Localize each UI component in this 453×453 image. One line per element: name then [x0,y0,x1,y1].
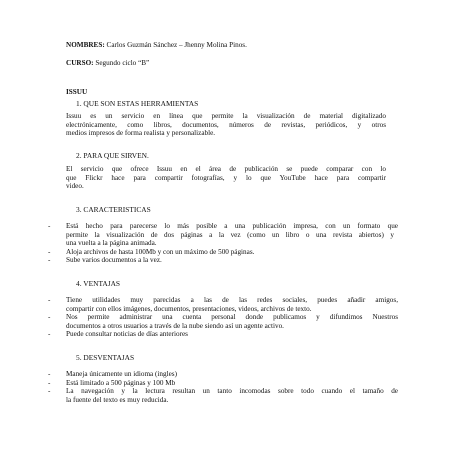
bullet-dash: - [48,296,51,304]
section-3-bullet-2: Aloja archivos de hasta 100Mb y con un máximo de 500 páginas. [66,247,255,256]
section-1-line-1: Issuu es un servicio en línea que permite la visualización de material digitalizado [66,112,386,120]
section-1-line-2: electrónicamente, como libros, documentos, números de revistas, periódicos, y otros [66,120,386,129]
curso-line [66,59,149,68]
section-3-bullet-1-line-1: Está hecho para parecerse lo más posible a una publicación impresa, con un formato que [66,222,398,230]
section-2-line-2: que Flickr hace para compartir fotografías, y lo que YouTube hace para compartir [66,173,386,182]
section-heading-3: 3. CARACTERISTICAS [76,205,151,214]
section-2-line-1: El servicio que ofrece Issuu en el área de publicación se puede comparar con lo [66,165,386,173]
nombres-label: NOMBRES: [66,41,105,49]
bullet-dash: - [48,222,51,230]
curso-label: CURSO: [66,59,94,67]
section-heading-4: 4. VENTAJAS [76,279,121,288]
doc-title: ISSUU [66,88,88,96]
section-4-bullet-1-line-2: compartir con ellos imágenes, documentos, presentaciones, videos, archivos de texto. [66,304,312,313]
section-3-bullet-1-line-3: una vuelta a la página animada. [66,239,157,248]
section-4-bullet-1-line-1: Tiene utilidades muy parecidas a las de las redes sociales, puedes añadir amigos, [66,296,398,304]
nombres-value: Carlos Guzmán Sánchez – Jhenny Molina Pinos. [104,41,247,49]
section-4-bullet-3: Puede consultar noticias de días anteriores [66,330,188,339]
bullet-dash: - [48,378,51,387]
nombres-line [66,41,247,50]
section-5-bullet-1: Maneja únicamente un idioma (ingles) [66,370,177,378]
section-4-bullet-2-line-2: documentos a otros usuarios a través de la nube siendo así un agente activo. [66,321,284,330]
bullet-dash: - [48,370,51,378]
section-3-bullet-1-line-2: permite la visualización de dos páginas a la vez (como un libro o una revista abiertos) y [66,230,394,239]
section-1-line-3: medios impresos de forma realista y personalizable. [66,129,216,138]
curso-value: Segundo ciclo “B” [93,59,150,67]
section-heading-5: 5. DESVENTAJAS [76,353,135,362]
bullet-dash: - [48,330,51,339]
bullet-dash: - [48,247,51,256]
bullet-dash: - [48,256,51,265]
section-heading-2: 2. PARA QUE SIRVEN. [76,151,149,160]
bullet-dash: - [48,313,51,322]
section-4-bullet-2-line-1: Nos permite administrar una cuenta personal donde publicamos y difundimos Nuestros [66,313,398,322]
section-2-line-3: video. [66,182,84,191]
section-heading-1: 1. QUE SON ESTAS HERRAMIENTAS [76,99,199,108]
section-3-bullet-3: Sube varios documentos a la vez. [66,256,162,265]
bullet-dash: - [48,387,51,396]
section-5-bullet-3-line-2: la fuente del texto es muy reducida. [66,395,169,404]
section-5-bullet-3-line-1: La navegación y la lectura resultan un tanto incomodas sobre todo cuando el tamaño de [66,387,398,396]
section-5-bullet-2: Está limitado a 500 páginas y 100 Mb [66,378,176,387]
